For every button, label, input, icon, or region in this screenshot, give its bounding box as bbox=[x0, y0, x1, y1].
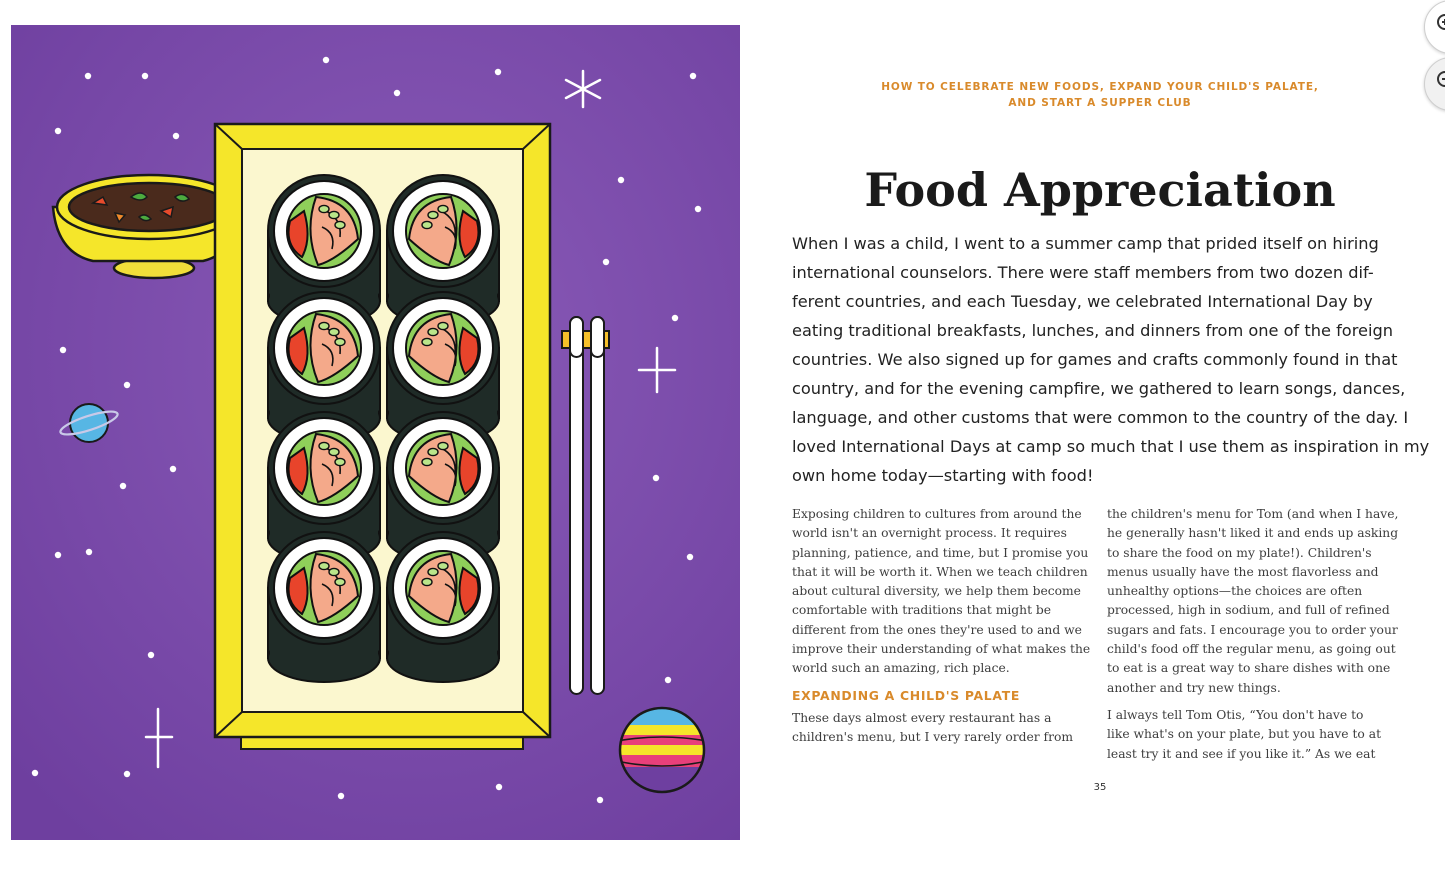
star-dot bbox=[687, 554, 693, 560]
body-column-left bbox=[792, 505, 1092, 747]
kicker-line: HOW TO CELEBRATE NEW FOODS, EXPAND YOUR CHILD'S PALATE, bbox=[881, 81, 1319, 93]
zoom-out-icon bbox=[1437, 71, 1445, 87]
star-dot bbox=[86, 549, 92, 555]
body-line: world isn't an overnight process. It requires bbox=[792, 526, 1067, 541]
section-subhead: EXPANDING A CHILD'S PALATE bbox=[792, 687, 1021, 703]
body-line: comfortable with traditions that might be bbox=[792, 603, 1052, 618]
intro-line: international counselors. There were staff members from two dozen dif- bbox=[792, 263, 1374, 282]
star-dot bbox=[597, 797, 603, 803]
body-line: sugars and fats. I encourage you to order your bbox=[1107, 622, 1398, 637]
chapter-kicker bbox=[870, 79, 1330, 111]
intro-line: countries. We also signed up for games and crafts commonly found in that bbox=[792, 350, 1398, 369]
star-dot bbox=[665, 677, 671, 683]
intro-line: loved International Days at camp so much that I use them as inspiration in my bbox=[792, 437, 1430, 456]
sushi-roll bbox=[387, 532, 499, 682]
body-line: child's food off the regular menu, as going out bbox=[1107, 642, 1396, 657]
sushi-roll bbox=[268, 532, 380, 682]
star-dot bbox=[653, 475, 659, 481]
text-page bbox=[790, 0, 1430, 871]
body-line: like what's on your plate, but you have to at bbox=[1107, 727, 1382, 742]
intro-paragraph bbox=[792, 229, 1430, 490]
body-line: least try it and see if you like it.” As we eat bbox=[1107, 746, 1376, 761]
paragraph-gap bbox=[1107, 698, 1407, 706]
body-line: processed, high in sodium, and full of refined bbox=[1107, 603, 1390, 618]
body-line: menus usually have the most flavorless and bbox=[1107, 564, 1379, 579]
body-line: the children's menu for Tom (and when I have, bbox=[1107, 507, 1399, 521]
body-line: another and try new things. bbox=[1107, 680, 1281, 695]
body-line: These days almost every restaurant has a bbox=[792, 710, 1052, 725]
intro-line: eating traditional breakfasts, lunches, and dinners from one of the foreign bbox=[792, 321, 1393, 340]
star-dot bbox=[85, 73, 91, 79]
star-dot bbox=[496, 784, 502, 790]
body-line: about cultural diversity, we help them become bbox=[792, 584, 1081, 599]
kicker-line: AND START A SUPPER CLUB bbox=[1008, 97, 1192, 109]
star-dot bbox=[55, 128, 61, 134]
zoom-out-button[interactable] bbox=[1424, 57, 1445, 111]
intro-line: ferent countries, and each Tuesday, we celebrated International Day by bbox=[792, 292, 1373, 311]
body-column-right bbox=[1107, 505, 1407, 764]
body-line: I always tell Tom Otis, “You don't have to bbox=[1107, 707, 1364, 722]
page-title: Food Appreciation bbox=[864, 163, 1336, 217]
intro-line: country, and for the evening campfire, we gathered to learn songs, dances, bbox=[792, 379, 1406, 398]
sushi-illustration-canvas bbox=[11, 25, 740, 840]
body-line: to eat is a great way to share dishes with one bbox=[1107, 661, 1391, 676]
star-dot bbox=[148, 652, 154, 658]
star-dot bbox=[495, 69, 501, 75]
body-line: different from the ones they're used to and we bbox=[792, 622, 1082, 637]
star-dot bbox=[124, 771, 130, 777]
sushi-illustration bbox=[11, 25, 740, 840]
star-dot bbox=[120, 483, 126, 489]
body-line: he generally hasn't liked it and ends up asking bbox=[1107, 526, 1399, 541]
intro-line: When I was a child, I went to a summer camp that prided itself on hiring bbox=[792, 234, 1379, 253]
star-dot bbox=[142, 73, 148, 79]
page-number: 35 bbox=[1093, 782, 1107, 793]
star-dot bbox=[603, 259, 609, 265]
body-line: world such an amazing, rich place. bbox=[792, 661, 1010, 676]
star-dot bbox=[672, 315, 678, 321]
body-line: planning, patience, and time, but I promise you bbox=[792, 545, 1089, 560]
body-line: unhealthy options—the choices are often bbox=[1107, 584, 1363, 599]
star-dot bbox=[32, 770, 38, 776]
intro-line: language, and other customs that were common to the country of the day. I bbox=[792, 408, 1409, 427]
zoom-in-button[interactable] bbox=[1424, 0, 1445, 54]
star-dot bbox=[60, 347, 66, 353]
star-dot bbox=[695, 206, 701, 212]
intro-line: own home today—starting with food! bbox=[792, 466, 1094, 485]
star-dot bbox=[690, 73, 696, 79]
star-dot bbox=[170, 466, 176, 472]
star-dot bbox=[124, 382, 130, 388]
star-dot bbox=[338, 793, 344, 799]
star-dot bbox=[394, 90, 400, 96]
body-line: to share the food on my plate!). Children's bbox=[1107, 545, 1372, 560]
body-line: children's menu, but I very rarely order from bbox=[792, 729, 1074, 744]
star-dot bbox=[173, 133, 179, 139]
star-dot bbox=[55, 552, 61, 558]
star-dot bbox=[323, 57, 329, 63]
body-line: Exposing children to cultures from around the bbox=[792, 507, 1082, 521]
body-line: improve their understanding of what makes the bbox=[792, 642, 1091, 657]
body-line: that it will be worth it. When we teach children bbox=[792, 564, 1088, 579]
star-dot bbox=[618, 177, 624, 183]
zoom-in-icon bbox=[1437, 14, 1445, 30]
